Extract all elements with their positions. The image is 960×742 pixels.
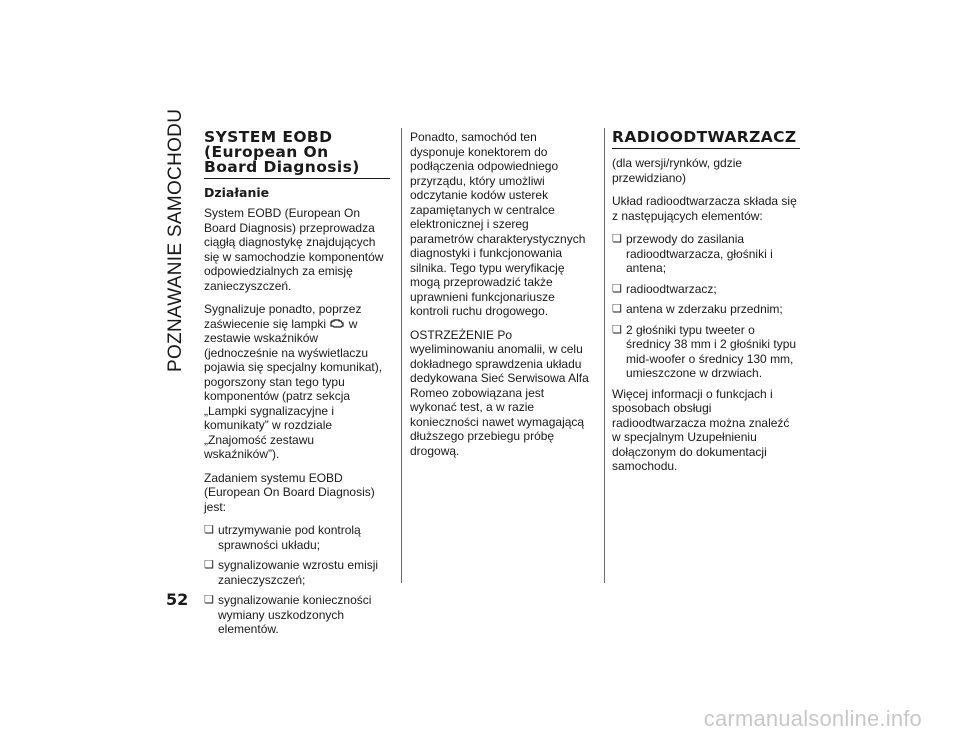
paragraph: Układ radioodtwarzacza składa się z następujących elementów:	[612, 194, 797, 223]
paragraph: Ponadto, samochód ten dysponuje konektorem do podłączenia odpowiedniego przyrządu, który umożliwi odczytanie kodów usterek zapamiętanych w centralce elektronicznej i szereg parametrów charakterystycznych diagnostyki i funkcjonowania silnika. Tego typu weryfikację mogą przeprowadzić także uprawnieni funkcjonariusze kontroli ruchu drogowego.	[410, 130, 586, 318]
paragraph: Zadaniem systemu EOBD (European On Board Diagnosis) jest:	[204, 470, 375, 514]
column-divider	[604, 128, 605, 583]
column-eobd	[204, 130, 390, 643]
column-eobd-continued	[410, 130, 594, 467]
engine-check-lamp-icon	[330, 318, 344, 329]
list-item: ❏ radioodtwarzacz;	[612, 282, 800, 297]
list-item: ❏ sygnalizowanie konieczności wymiany uszkodzonych elementów.	[204, 593, 390, 637]
list-item: ❏ przewody do zasilania radioodtwarzacza, głośniki i antena;	[612, 232, 800, 276]
section-heading-radio: RADIOODTWARZACZ	[612, 130, 800, 149]
heading-line: Board Diagnosis)	[204, 158, 360, 176]
bullet-list	[612, 232, 800, 381]
section-heading-eobd	[204, 130, 390, 179]
list-item: ❏ 2 głośniki typu tweeter o średnicy 38 mm i 2 głośniki typu mid-woofer o średnicy 130 mm, umieszczone w drzwiach.	[612, 323, 800, 381]
subheading-dzialanie: Działanie	[204, 185, 270, 200]
list-item: ❏ antena w zderzaku przednim;	[612, 302, 800, 317]
warning-paragraph: OSTRZEŻENIE Po wyeliminowaniu anomalii, w celu dokładnego sprawdzenia układu dedykowana Sieć Serwisowa Alfa Romeo zobowiązana jest wykonać test, a w razie konieczności nawet wymagającą dłuższego przebiegu próbę drogową.	[410, 327, 589, 458]
column-divider	[401, 128, 402, 583]
paragraph: System EOBD (European On Board Diagnosis) przeprowadza ciągłą diagnostykę znajdujących się w samochodzie komponentów odpowiedzialnych za emisję zanieczyszczeń.	[204, 206, 384, 293]
paragraph-text: Sygnalizuje ponadto, poprzez zaświecenie się lampki	[204, 302, 362, 331]
paragraph-note: (dla wersji/rynków, gdzie przewidziano)	[612, 156, 743, 185]
chapter-side-title: POZNAWANIE SAMOCHODU	[165, 108, 186, 372]
paragraph: Więcej informacji o funkcjach i sposobach obsługi radioodtwarzacza można znaleźć w specjalnym Uzupełnieniu dołączonym do dokumentacji samochodu.	[612, 386, 790, 473]
paragraph	[204, 302, 390, 462]
bullet-list	[204, 523, 390, 637]
paragraph-text: w zestawie wskaźników (jednocześnie na wyświetlaczu pojawia się specjalny komunikat), pogorszony stan tego typu komponentów (patrz sekcja „Lampki sygnalizacyjne i komunikaty” w rozdziale „Znajomość zestawu wskaźników”).	[204, 316, 383, 461]
heading-line: (European On	[204, 143, 329, 161]
watermark: carmanualsonline.info	[703, 706, 922, 731]
column-radio	[612, 130, 800, 483]
list-item: ❏ sygnalizowanie wzrostu emisji zanieczyszczeń;	[204, 558, 390, 587]
list-item: ❏ utrzymywanie pod kontrolą sprawności układu;	[204, 523, 390, 552]
heading-line: SYSTEM EOBD	[204, 128, 333, 146]
page-number: 52	[166, 590, 189, 609]
